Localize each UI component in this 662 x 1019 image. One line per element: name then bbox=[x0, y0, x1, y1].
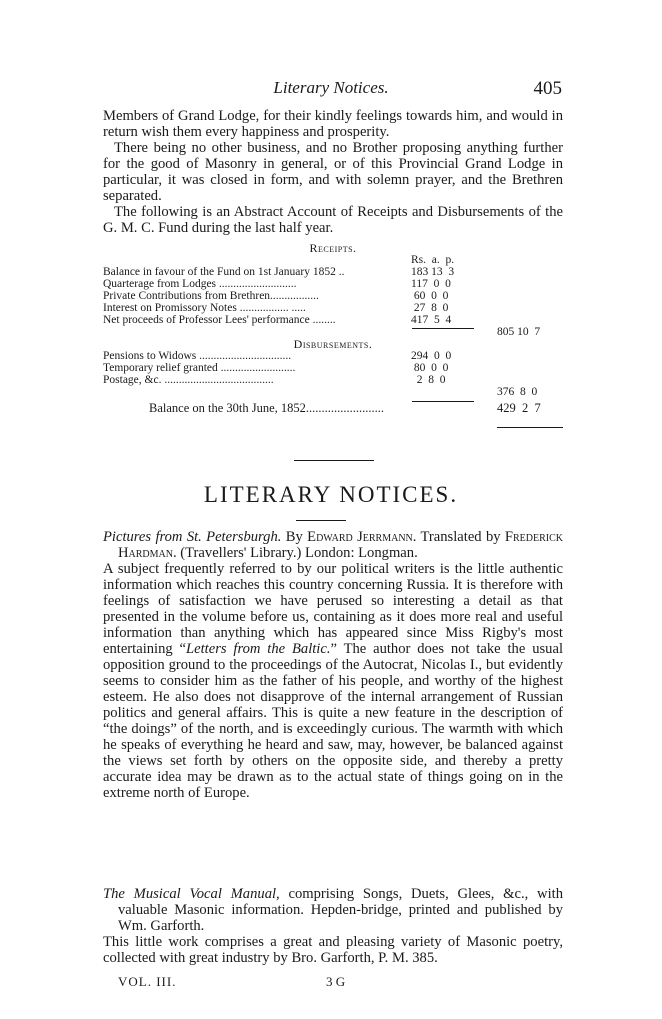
disbursements-total: 376 8 0 bbox=[497, 386, 538, 398]
review-body: This little work comprises a great and pleasing variety of Masonic poetry, collected with great industry by Bro. Garforth, P. M. 385. bbox=[103, 934, 563, 966]
receipt-row bbox=[103, 266, 563, 278]
balance-rule bbox=[497, 427, 563, 428]
title-underline bbox=[296, 520, 346, 521]
disbursement-desc: Postage, &c. ...................................... bbox=[103, 374, 274, 386]
abstract-account bbox=[103, 242, 563, 416]
book-publisher: . (Travellers' Library.) London: Longman. bbox=[173, 545, 418, 561]
running-title: Literary Notices. bbox=[273, 78, 389, 97]
receipt-amount: 60 0 0 bbox=[411, 290, 449, 302]
receipt-row bbox=[103, 290, 563, 302]
balance-desc: Balance on the 30th June, 1852......................... bbox=[149, 401, 385, 415]
receipt-desc: Net proceeds of Professor Lees' performance ........ bbox=[103, 314, 336, 326]
book-title: Pictures from St. Petersburgh. bbox=[103, 529, 282, 545]
receipt-row bbox=[103, 302, 563, 314]
signature-mark: 3 G bbox=[326, 974, 346, 989]
receipt-amount: 27 8 0 bbox=[411, 302, 449, 314]
review-vocal-manual bbox=[103, 886, 563, 966]
balance-total: 429 2 7 bbox=[497, 401, 541, 415]
balance-row bbox=[103, 402, 563, 416]
disbursement-amount: 80 0 0 bbox=[411, 362, 449, 374]
disbursements-heading: Disbursements. bbox=[293, 337, 373, 351]
disbursement-row bbox=[103, 362, 563, 374]
receipt-amount: 417 5 4 bbox=[411, 314, 452, 326]
disbursement-amount: 294 0 0 bbox=[411, 350, 452, 362]
review-heading: Pictures from St. Petersburgh. By Edward Jerrmann. Translated by Frederick Hardman. (Travellers' Library.) London: Longman. bbox=[103, 529, 564, 561]
book-title: The Musical Vocal Manual, bbox=[103, 886, 280, 902]
receipt-amount: 183 13 3 bbox=[411, 266, 455, 278]
disbursements-rule bbox=[412, 401, 474, 402]
receipts-rule bbox=[412, 328, 474, 329]
paragraph: The following is an Abstract Account of Receipts and Disbursements of the G. M. C. Fund during the last half year. bbox=[103, 204, 563, 236]
receipt-desc: Quarterage from Lodges ........................... bbox=[103, 278, 297, 290]
disbursement-row bbox=[103, 350, 563, 362]
page-header bbox=[100, 78, 562, 100]
receipt-row bbox=[103, 314, 563, 326]
book-author: Edward Jerrmann bbox=[307, 529, 413, 545]
review-heading bbox=[103, 886, 563, 934]
book-details: comprising Songs, Duets, Glees, &c., with valuable Masonic information. Hepden-bridge, printed and published by Wm. Garforth. bbox=[118, 886, 563, 934]
receipt-desc: Balance in favour of the Fund on 1st January 1852 .. bbox=[103, 266, 345, 278]
paragraph: There being no other business, and no Brother proposing anything further for the good of Masonry in general, or of this Provincial Grand Lodge in particular, it was closed in form, and with solemn prayer, and the Brethren separated. bbox=[103, 140, 563, 204]
review-petersburgh bbox=[103, 529, 564, 801]
review-body: A subject frequently referred to by our political writers is the little authentic information which reaches this country concerning Russia. It is therefore with feelings of satisfaction we have perused so interesting a detail as that presented in the volume before us, containing as it does more real and useful information than anything which has appeared since Miss Rigby's most entertaining “Letters from the Baltic.” The author does not take the usual opposition ground to the proceedings of the Autocrat, Nicolas I., but evidently seems to consider him as the father of his people, and worthy of the highest esteem. He also does not disapprove of the internal arrangement of Russian politics and general affairs. This is quite a new feature in the description of “the doings” of the north, and is exceedingly curious. The warmth with which he speaks of everything he heard and saw, may, however, be balanced against the views set forth by others on the opposite side, and thereby a pretty accurate idea may be drawn as to the actual state of things going on in the extreme north of Europe. bbox=[103, 561, 563, 801]
section-title: LITERARY NOTICES. bbox=[203, 482, 459, 507]
paragraph: Members of Grand Lodge, for their kindly feelings towards him, and would in return wish them every happiness and prosperity. bbox=[103, 108, 563, 140]
volume-mark: VOL. III. bbox=[118, 974, 177, 989]
receipt-row bbox=[103, 278, 563, 290]
intro-text bbox=[103, 108, 563, 236]
receipts-heading: Receipts. bbox=[309, 241, 357, 255]
disbursement-row bbox=[103, 374, 563, 386]
section-divider bbox=[294, 460, 374, 461]
receipt-amount: 117 0 0 bbox=[411, 278, 451, 290]
disbursement-desc: Temporary relief granted .......................... bbox=[103, 362, 296, 374]
disbursement-amount: 2 8 0 bbox=[411, 374, 446, 386]
disbursement-desc: Pensions to Widows ................................ bbox=[103, 350, 292, 362]
currency-heading: Rs. a. p. bbox=[411, 254, 455, 266]
receipts-total: 805 10 7 bbox=[497, 326, 541, 338]
page-number: 405 bbox=[533, 78, 562, 99]
book-translator: Frederick Hardman bbox=[118, 529, 564, 561]
receipt-desc: Interest on Promissory Notes ................. ..... bbox=[103, 302, 306, 314]
receipt-desc: Private Contributions from Brethren................. bbox=[103, 290, 319, 302]
